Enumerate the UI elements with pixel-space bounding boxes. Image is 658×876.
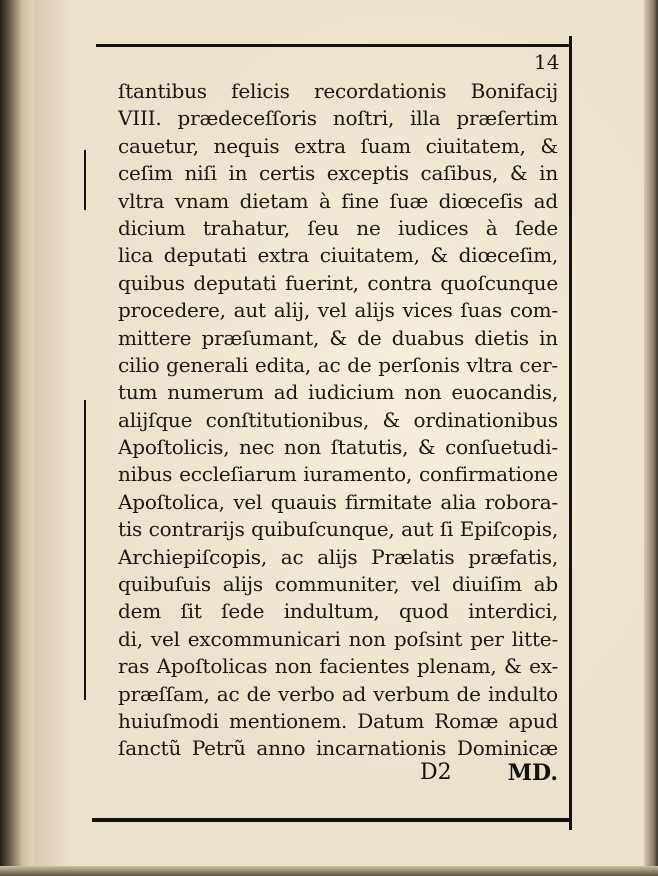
binding-edge: [0, 0, 36, 876]
right-margin-rule: [569, 36, 572, 830]
text-line: tis contrarijs quibuſcunque, aut ſi Epiſcopis,: [118, 517, 558, 542]
text-line: ſtantibus felicis recordationis Bonifacij: [118, 79, 558, 103]
text-line: Apoſtolica, vel quauis firmitate alia robora-: [118, 489, 558, 514]
text-line: quibuſuis alijs communiter, vel diuiſim ab: [118, 572, 558, 597]
page-footer: [118, 760, 558, 790]
text-line: lica deputati extra ciuitatem, & diœceſim,: [118, 243, 558, 268]
text-line: cauetur, nequis extra ſuam ciuitatem, &: [118, 133, 558, 158]
text-line: vltra vnam dietam à fine ſuæ diœceſis ad: [118, 188, 558, 213]
left-margin-rule: [84, 150, 86, 210]
text-line: procedere, aut alij, vel alijs vices ſuas com-: [118, 298, 558, 323]
text-line: Apoſtolicis, nec non ſtatutis, & conſuetudi-: [118, 435, 558, 460]
text-line: ceſim niſi in certis exceptis caſibus, & in: [118, 161, 558, 186]
body-text: [118, 78, 558, 763]
text-line: dicium trahatur, ſeu ne iudices à ſede: [118, 215, 558, 240]
text-line: ſanctũ Petrũ anno incarnationis Dominicæ: [118, 736, 558, 761]
text-line: VIII. prædeceſſoris noſtri, illa præſertim: [118, 106, 558, 131]
text-line: nibus eccleſiarum iuramento, confirmatione: [118, 462, 558, 487]
text-line: quibus deputati fuerint, contra quoſcunque: [118, 270, 558, 295]
signature-mark: D2: [420, 760, 452, 785]
text-line: huiuſmodi mentionem. Datum Romæ apud: [118, 708, 558, 733]
page-number: 14: [534, 50, 560, 74]
text-line: di, vel excommunicari non poſsint per litte-: [118, 626, 558, 651]
left-margin-rule: [84, 400, 86, 700]
text-line: alijſque conſtitutionibus, & ordinationibus: [118, 407, 558, 432]
text-line: mittere præſumant, & de duabus dietis in: [118, 325, 558, 350]
top-rule: [96, 44, 572, 47]
text-line: tum numerum ad iudicium non euocandis,: [118, 380, 558, 405]
text-line: cilio generali edita, ac de perſonis vltra cer-: [118, 352, 558, 377]
text-line: Archiepiſcopis, ac alijs Prælatis præfatis,: [118, 544, 558, 569]
bottom-rule: [92, 818, 572, 822]
text-line: ras Apoſtolicas non facientes plenam, & ex-: [118, 654, 558, 679]
page-bottom-edge: [0, 866, 658, 876]
text-line: præſſam, ac de verbo ad verbum de indulto: [118, 681, 558, 706]
book-page: [34, 0, 646, 866]
page-fore-edge: [644, 0, 658, 876]
catchword: MD.: [507, 760, 558, 786]
text-line: dem ſit ſede indultum, quod interdici,: [118, 599, 558, 624]
